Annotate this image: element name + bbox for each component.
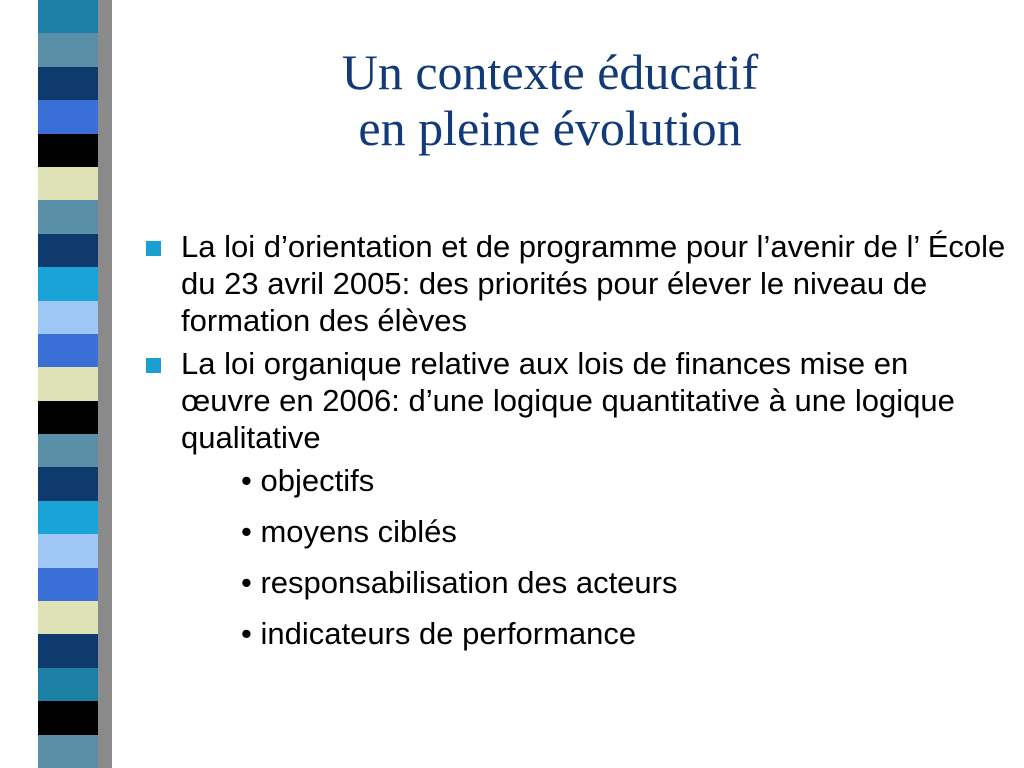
- bullet-item: [146, 228, 1006, 339]
- stripe-band: [38, 33, 98, 67]
- stripe-band: [38, 735, 98, 768]
- bullet-text: La loi d’orientation et de programme pour l’avenir de l’ École du 23 avril 2005: des priorités pour élever le niveau de formation des élèves: [181, 229, 1006, 338]
- stripe-band: [38, 0, 98, 34]
- stripe-shadow: [96, 0, 112, 768]
- title-line-2: en pleine évolution: [358, 100, 742, 156]
- bullet-text: La loi organique relative aux lois de finances mise en œuvre en 2006: d’une logique quantitative à une logique qualitative: [181, 346, 955, 455]
- sub-item-moyens: • moyens ciblés: [241, 514, 457, 549]
- sub-item-indicateurs: • indicateurs de performance: [241, 616, 637, 651]
- stripe-band: [38, 434, 98, 468]
- slide-title: [190, 44, 910, 156]
- stripe-band: [38, 634, 98, 668]
- stripe-band: [38, 501, 98, 535]
- stripe-band: [38, 601, 98, 635]
- slide-content: [146, 228, 1006, 668]
- color-stripe: [38, 0, 98, 768]
- stripe-band: [38, 200, 98, 234]
- stripe-band: [38, 301, 98, 335]
- sub-item-responsabilisation: • responsabilisation des acteurs: [241, 565, 678, 600]
- stripe-band: [38, 534, 98, 568]
- bullet-item: [146, 345, 1006, 456]
- sub-item-objectifs: • objectifs: [241, 463, 375, 498]
- stripe-band: [38, 367, 98, 401]
- stripe-band: [38, 67, 98, 101]
- stripe-band: [38, 334, 98, 368]
- decorative-stripe-column: [0, 0, 120, 768]
- stripe-band: [38, 668, 98, 702]
- stripe-band: [38, 568, 98, 602]
- sub-list: [146, 464, 1006, 651]
- stripe-band: [38, 267, 98, 301]
- title-line-1: Un contexte éducatif: [341, 44, 759, 100]
- stripe-band: [38, 701, 98, 735]
- stripe-band: [38, 167, 98, 201]
- square-bullet-icon: [146, 358, 161, 373]
- stripe-band: [38, 134, 98, 168]
- square-bullet-icon: [146, 241, 161, 256]
- stripe-band: [38, 467, 98, 501]
- stripe-band: [38, 401, 98, 435]
- stripe-band: [38, 234, 98, 268]
- stripe-band: [38, 100, 98, 134]
